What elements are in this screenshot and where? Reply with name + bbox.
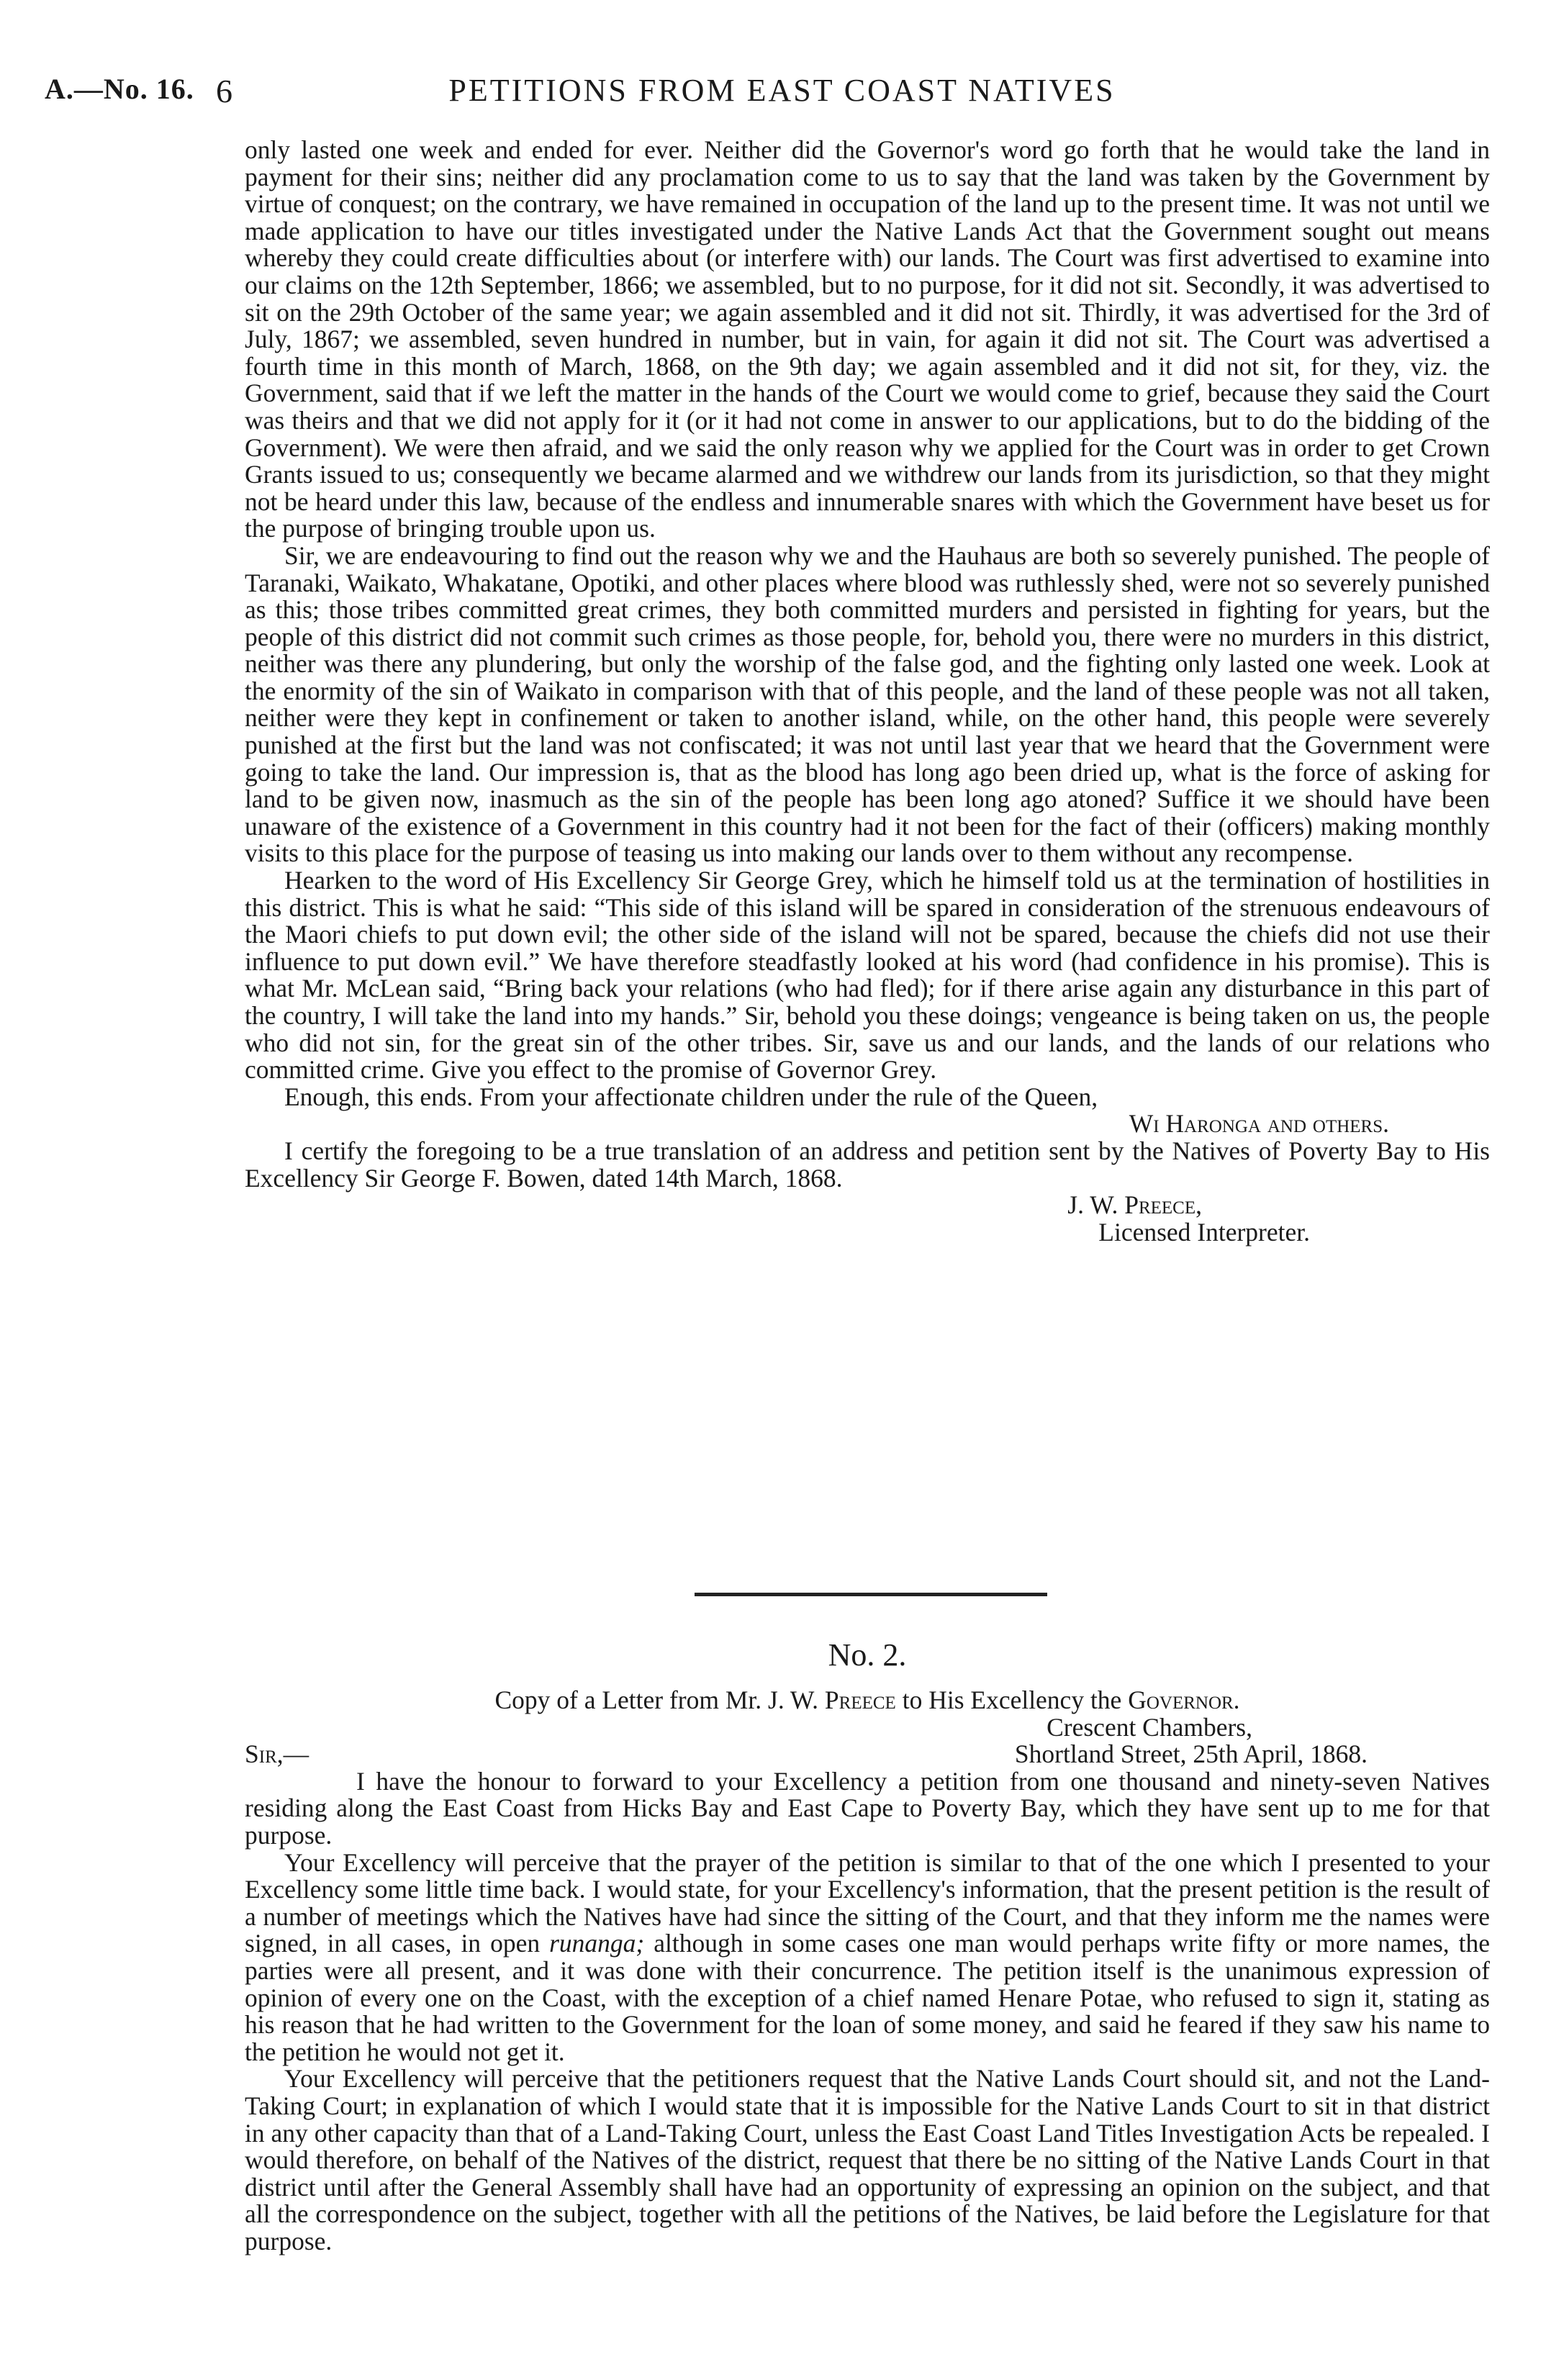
- heading-recipient: Governor.: [1128, 1686, 1240, 1714]
- petition-signature: Wi Haronga and others.: [1129, 1109, 1389, 1139]
- letter-salutation-line: [245, 1741, 1490, 1768]
- heading-sender: Preece: [824, 1686, 896, 1714]
- letter-paragraph-2-text: Your Excellency will perceive that the prayer of the petition is similar to that of the one which I presented to your Excellency some little time back. I would state, for your Excellency's information, that the present petition is the result of a number of meetings which the Natives have had since the sitting of the Court, and that they inform me the names were signed, in all cases, in open: [245, 1847, 1490, 1958]
- running-title: PETITIONS FROM EAST COAST NATIVES: [448, 73, 1116, 108]
- letter-heading: [245, 1687, 1490, 1714]
- petition-paragraph-3: Hearken to the word of His Excellency Sir George Grey, which he himself told us at the termination of hostilities in this district. This is what he said: “This side of this island will be spared in consideration of the strenuous endeavours of the Maori chiefs to put down evil; the other side of the island will not be spared, because the chiefs did not use their influence to put down evil.” We have therefore steadfastly looked at his word (had confidence in his promise). This is what Mr. McLean said, “Bring back your relations (who had fled); for if there arise again any disturbance in this part of the country, I will take the land into my hands.” Sir, behold you these doings; vengeance is being taken on us, the people who did not sin, for the great sin of the other tribes. Sir, save us and our lands, and the lands of our relations who committed crime. Give you effect to the promise of Governor Grey.: [245, 866, 1490, 1085]
- document-reference: A.—No. 16.: [45, 73, 194, 105]
- letter-number: No. 2.: [828, 1637, 907, 1673]
- petition-paragraph-1: only lasted one week and ended for ever. Neither did the Governor's word go forth that he would take the land in payment for their sins; neither did any proclamation come to us to say that the land was taken by the Government by virtue of conquest; on the contrary, we have remained in occupation of the land up to the present time. It was not until we made application to have our titles investigated under the Native Lands Act that the Government sought out means whereby they could create difficulties about (or interfere with) our lands. The Court was first advertised to examine into our claims on the 12th September, 1866; we assembled, but to no purpose, for it did not sit. Secondly, it was advertised to sit on the 29th October of the same year; we again assembled and it did not sit. Thirdly, it was advertised for the 3rd of July, 1867; we assembled, seven hundred in number, but in vain, for again it did not sit. The Court was advertised a fourth time in this month of March, 1868, on the 9th day; we again assembled and it did not sit, for they, viz. the Government, said that if we left the matter in the hands of the Court we would come to grief, because they said the Court was theirs and that we did not apply for it (or it had not come in answer to our applications, but to do the bidding of the Government). We were then afraid, and we said the only reason why we applied for the Court was in order to get Crown Grants issued to us; consequently we became alarmed and we withdrew our lands from its jurisdiction, so that they might not be heard under this law, because of the endless and innumerable snares with which the Government have beset us for the purpose of bringing trouble upon us.: [245, 135, 1490, 543]
- translator-title: Licensed Interpreter.: [1098, 1217, 1310, 1246]
- letter-paragraph-2: [245, 1847, 1491, 2066]
- page-number: 6: [216, 73, 232, 109]
- letter-paragraph-3: Your Excellency will perceive that the petitioners request that the Native Lands Court should sit, and not the Land-Taking Court; in explanation of which I would state that it is impossible for the Native Lands Court to sit in that district in any other capacity than that of a Land-Taking Court, unless the East Coast Land Titles Investigation Acts be repealed. I would therefore, on behalf of the Natives of the district, request that there be no sitting of the Native Lands Court in that district until after the General Assembly shall have had an opportunity of expressing an opinion on the subject, and that all the correspondence on the subject, together with all the petitions of the Natives, be laid before the Legislature for that purpose.: [245, 2064, 1490, 2255]
- page-header: [0, 72, 1564, 122]
- petition-paragraph-2: Sir, we are endeavouring to find out the reason why we and the Hauhaus are both so severely punished. The people of Taranaki, Waikato, Whakatane, Opotiki, and other places where blood was ruthlessly shed, were not so severely punished as this; those tribes committed great crimes, they both committed murders and persisted in fighting for years, but the people of this district did not commit such crimes as those people, for, behold you, there were no murders in this district, neither was there any plundering, but only the worship of the false god, and the fighting only lasted one week. Look at the enormity of the sin of Waikato in comparison with that of this people, and the land of these people was not all taken, neither were they kept in confinement or taken to another island, while, on the other hand, this people were severely punished at the first but the land was not confiscated; it was not until last year that we heard that the Government were going to take the land. Our impression is, that as the blood has long ago been dried up, what is the force of asking for land to be given now, inasmuch as the sin of the people has been long ago atoned? Suffice it we should have been unaware of the existence of a Government in this country had it not been for the fact of their (officers) making monthly visits to this place for the purpose of teasing us into making our lands over to them without any recompense.: [245, 540, 1490, 868]
- petition-closing: Enough, this ends. From your affectionate children under the rule of the Queen,: [284, 1082, 1098, 1111]
- heading-text: to His Excellency the: [902, 1686, 1122, 1714]
- translation-certificate: I certify the foregoing to be a true translation of an address and petition sent by the Natives of Poverty Bay to His Excellency Sir George F. Bowen, dated 14th March, 1868.: [245, 1136, 1490, 1193]
- letter-paragraph-1: I have the honour to forward to your Excellency a petition from one thousand and ninety-seven Natives residing along the East Coast from Hicks Bay and East Cape to Poverty Bay, which they have sent up to me for that purpose.: [245, 1766, 1490, 1850]
- section-divider: [695, 1593, 1047, 1596]
- letter-section: [245, 1634, 1490, 2255]
- letter-paragraph-2-italic: runanga;: [549, 1929, 645, 1958]
- heading-text: Copy of a Letter from Mr. J. W.: [494, 1686, 819, 1714]
- letter-salutation: Sir,—: [245, 1739, 309, 1769]
- translator-name: J. W. Preece,: [1067, 1190, 1202, 1220]
- letter-address-line-1: Crescent Chambers,: [1047, 1712, 1252, 1742]
- letter-address-line-2: Shortland Street, 25th April, 1868.: [1014, 1739, 1368, 1769]
- letter-paragraph-2-text: although in some cases one man would perhaps write fifty or more names, the parties were all present, and it was done with their concurrence. The petition itself is the unanimous expression of opinion of every one on the Coast, with the exception of a chief named Henare Potae, who refused to sign it, stating as his reason that he had written to the Government for the loan of some money, and said he feared if they saw his name to the petition he would not get it.: [245, 1929, 1491, 2066]
- petition-body: [245, 137, 1490, 1246]
